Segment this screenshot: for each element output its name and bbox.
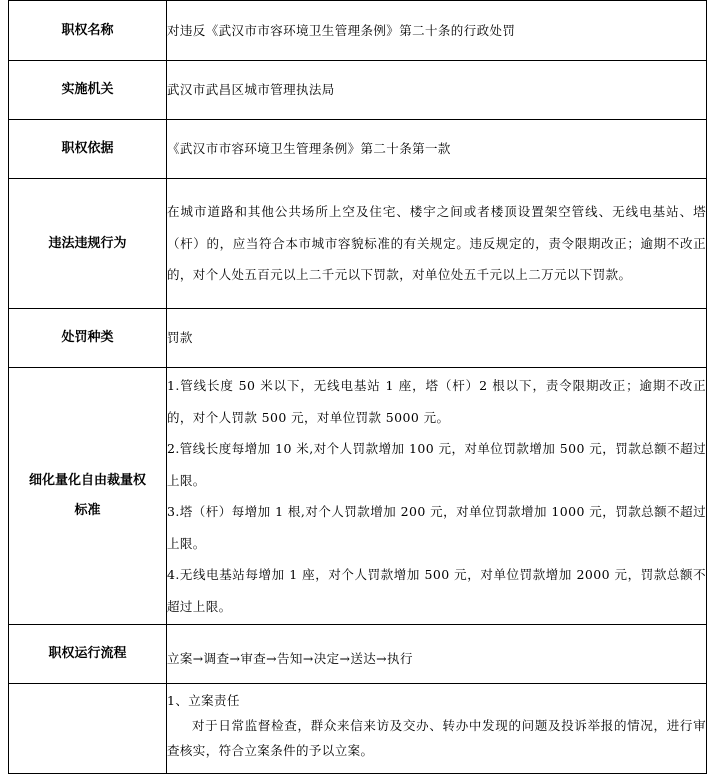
row-value: 立案→调查→审查→告知→决定→送达→执行 bbox=[167, 625, 707, 684]
row-label-line: 标准 bbox=[74, 503, 101, 518]
row-value: 武汉市武昌区城市管理执法局 bbox=[167, 61, 707, 120]
table-row bbox=[9, 625, 707, 684]
responsibility-body: 对于日常监督检查，群众来信来访及交办、转办中发现的问题及投诉举报的情况，进行审查核实，符合立案条件的予以立案。 bbox=[167, 718, 706, 758]
row-label: 职权依据 bbox=[9, 120, 167, 179]
row-value: 对违反《武汉市市容环境卫生管理条例》第二十条的行政处罚 bbox=[167, 1, 707, 61]
row-label bbox=[9, 368, 167, 625]
row-label-line: 细化量化自由裁量权 bbox=[28, 473, 146, 488]
table-row bbox=[9, 368, 707, 625]
row-label: 职权名称 bbox=[9, 1, 167, 61]
table-row bbox=[9, 61, 707, 120]
row-value: 罚款 bbox=[167, 309, 707, 368]
row-value: 《武汉市市容环境卫生管理条例》第二十条第一款 bbox=[167, 120, 707, 179]
row-label: 职权运行流程 bbox=[9, 625, 167, 684]
table-row bbox=[9, 179, 707, 309]
table-row bbox=[9, 1, 707, 61]
standard-item: 3.塔（杆）每增加 1 根,对个人罚款增加 200 元，对单位罚款增加 1000 元，罚款总额不超过上限。 bbox=[167, 504, 706, 551]
standard-item: 2.管线长度每增加 10 米,对个人罚款增加 100 元，对单位罚款增加 500 元，罚款总额不超过上限。 bbox=[167, 441, 706, 488]
responsibility-heading: 1、立案责任 bbox=[167, 693, 240, 708]
row-value bbox=[167, 368, 707, 625]
row-value: 在城市道路和其他公共场所上空及住宅、楼宇之间或者楼顶设置架空管线、无线电基站、塔（杆）的，应当符合本市城市容貌标准的有关规定。违反规定的，责令限期改正；逾期不改正的，对个人处五百元以上二千元以下罚款，对单位处五千元以上二万元以下罚款。 bbox=[167, 179, 707, 309]
power-info-table bbox=[8, 0, 707, 774]
row-label: 违法违规行为 bbox=[9, 179, 167, 309]
table-row bbox=[9, 309, 707, 368]
row-label: 实施机关 bbox=[9, 61, 167, 120]
row-value bbox=[167, 684, 707, 774]
table-row bbox=[9, 684, 707, 774]
row-label: 处罚种类 bbox=[9, 309, 167, 368]
table-row bbox=[9, 120, 707, 179]
standard-item: 4.无线电基站每增加 1 座，对个人罚款增加 500 元，对单位罚款增加 2000 元，罚款总额不超过上限。 bbox=[167, 567, 706, 614]
row-label bbox=[9, 684, 167, 774]
standard-item: 1.管线长度 50 米以下，无线电基站 1 座，塔（杆）2 根以下，责令限期改正；逾期不改正的，对个人罚款 500 元，对单位罚款 5000 元。 bbox=[167, 378, 706, 425]
